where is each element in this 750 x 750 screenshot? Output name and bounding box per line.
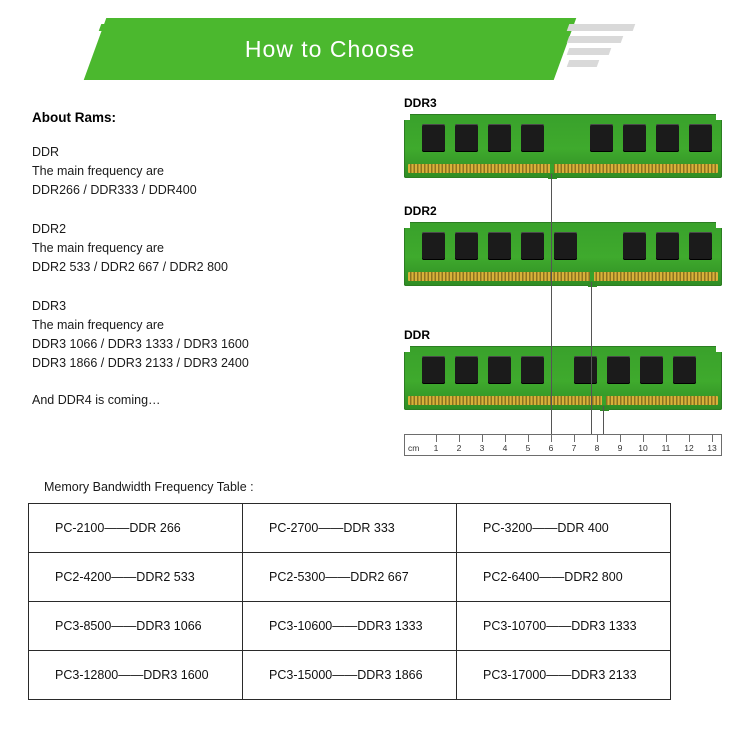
banner-chevron-right-2 [567,36,624,43]
module-key-tab [548,174,557,179]
memory-chip [422,356,445,384]
about-rams-section [32,110,372,407]
ruler-tick: 12 [684,443,694,453]
key-alignment-line-ddr3 [551,174,552,436]
memory-chip [521,232,544,260]
ruler-tick: 6 [548,443,554,453]
ddr3-line1: The main frequency are [32,318,165,332]
gold-contact-pins [408,272,718,281]
memory-chip [574,356,597,384]
table-row [29,504,671,553]
ram-spec-block-ddr [32,143,372,200]
ram-modules-diagram [378,96,726,466]
table-caption: Memory Bandwidth Frequency Table : [44,480,254,494]
memory-chip [623,232,646,260]
ddr2-name: DDR2 [32,222,67,236]
ram-label-ddr3: DDR3 [404,96,437,110]
table-cell: PC3-10700——DDR3 1333 [457,602,671,651]
memory-chip [623,124,646,152]
header-banner [0,18,750,80]
memory-chip [656,232,679,260]
gold-contact-pins [408,396,718,405]
ddr3-line2: DDR3 1066 / DDR3 1333 / DDR3 1600 [32,337,249,351]
ram-label-ddr: DDR [404,328,430,342]
ruler-tick: 5 [525,443,531,453]
page-title: How to Choose [244,35,416,62]
memory-chip [640,356,663,384]
memory-chip [422,124,445,152]
module-corner-notch-right [716,345,723,352]
ram-spec-block-ddr3 [32,297,372,373]
key-alignment-line-ddr2 [591,282,592,436]
memory-chip [488,124,511,152]
memory-chip [422,232,445,260]
ruler-tick: 10 [638,443,648,453]
table-cell: PC3-17000——DDR3 2133 [457,651,671,700]
ruler-tick: 13 [707,443,717,453]
table-cell: PC3-12800——DDR3 1600 [29,651,243,700]
ruler-tick: 9 [617,443,623,453]
ddr3-line3: DDR3 1866 / DDR3 2133 / DDR3 2400 [32,356,249,370]
ruler-scale [404,434,722,456]
ram-label-ddr2: DDR2 [404,204,437,218]
ddr-line1: The main frequency are [32,164,165,178]
table-cell: PC3-8500——DDR3 1066 [29,602,243,651]
memory-chip [521,356,544,384]
module-key-tab [600,406,609,411]
table-cell: PC3-15000——DDR3 1866 [243,651,457,700]
table-cell: PC2-4200——DDR2 533 [29,553,243,602]
ddr4-note: And DDR4 is coming… [32,393,161,407]
table-cell: PC3-10600——DDR3 1333 [243,602,457,651]
memory-bandwidth-table [28,503,671,700]
module-key-tab [588,282,597,287]
ram-module-ddr2 [404,222,722,286]
table-cell: PC-2700——DDR 333 [243,504,457,553]
module-corner-notch-right [716,113,723,120]
module-corner-notch-right [716,221,723,228]
gold-contact-pins [408,164,718,173]
banner-chevron-right-4 [567,60,600,67]
memory-chip [554,232,577,260]
table-cell: PC2-5300——DDR2 667 [243,553,457,602]
memory-chip [455,124,478,152]
ruler-tick: 1 [433,443,439,453]
ruler-tick: 11 [661,443,671,453]
table-row [29,651,671,700]
banner-chevron-right-3 [567,48,612,55]
memory-chip [455,356,478,384]
memory-chip [673,356,696,384]
module-key-notch [590,272,594,281]
ruler-tick: 4 [502,443,508,453]
table-cell: PC-3200——DDR 400 [457,504,671,553]
ruler-tick: 2 [456,443,462,453]
module-corner-notch-left [403,345,410,352]
table-row [29,602,671,651]
ram-module-ddr3 [404,114,722,178]
ram-spec-block-ddr2 [32,220,372,277]
ruler-tick: 8 [594,443,600,453]
ram-module-ddr [404,346,722,410]
memory-chip [689,124,712,152]
ruler-tick: 3 [479,443,485,453]
ddr-line2: DDR266 / DDR333 / DDR400 [32,183,197,197]
table-cell: PC-2100——DDR 266 [29,504,243,553]
table-row [29,553,671,602]
ddr-name: DDR [32,145,60,159]
table-cell: PC2-6400——DDR2 800 [457,553,671,602]
ddr2-line1: The main frequency are [32,241,165,255]
ddr2-line2: DDR2 533 / DDR2 667 / DDR2 800 [32,260,228,274]
ddr3-name: DDR3 [32,299,67,313]
memory-chip [488,232,511,260]
memory-chip [455,232,478,260]
memory-chip [590,124,613,152]
memory-chip [488,356,511,384]
about-heading: About Rams: [32,110,116,125]
module-key-notch [602,396,606,405]
banner-chevron-right-1 [567,24,636,31]
ruler-unit-label: cm [408,443,420,453]
memory-chip [607,356,630,384]
ruler-tick: 7 [571,443,577,453]
module-corner-notch-left [403,113,410,120]
module-corner-notch-left [403,221,410,228]
memory-chip [656,124,679,152]
module-key-notch [550,164,554,173]
memory-chip [689,232,712,260]
memory-chip [521,124,544,152]
key-alignment-line-ddr [603,406,604,436]
